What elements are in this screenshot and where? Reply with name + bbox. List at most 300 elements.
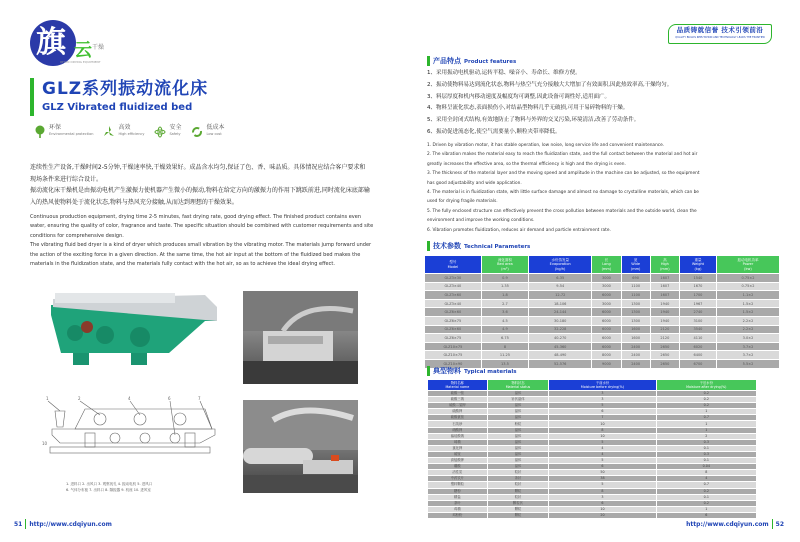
- diagram-caption: [66, 482, 186, 493]
- table-row: [428, 513, 756, 518]
- table-cell: 硫铵: [428, 452, 487, 457]
- table-cell: 3.7×2: [717, 343, 779, 351]
- table-cell: 2650: [651, 351, 679, 359]
- table-cell: 8: [549, 428, 655, 433]
- table-cell: 晶体: [488, 440, 549, 445]
- table-cell: 1607: [651, 274, 679, 282]
- table-cell: 3000: [592, 300, 620, 308]
- intro-paragraph: 振动流化床干燥机是由振动电机产生激振力使机器产生微小的振动,物料在给定方向的激振力的作用下跳跃前进,同时流化床底部输入的热风使物料处于流化状态,物料与热风充分接触,从而达到理想的干燥效果。: [30, 187, 370, 206]
- diagram-label: 4: [128, 396, 131, 401]
- feature-item: environment and improve the working conditions.: [427, 218, 535, 224]
- table-cell: 1.1×2: [717, 291, 779, 299]
- table-cell: 1607: [651, 283, 679, 291]
- table-row: [425, 308, 779, 316]
- table-cell: GLZ6×60: [425, 326, 481, 334]
- table-cell: 晶体: [488, 434, 549, 439]
- table-cell: 0.2: [657, 403, 756, 408]
- heading-cn: 技术参数: [433, 242, 461, 250]
- table-cell: GLZ3×30: [425, 274, 481, 282]
- table-cell: 1300: [622, 300, 650, 308]
- table-cell: 茶叶: [428, 501, 487, 506]
- table-row: [428, 397, 756, 402]
- table-cell: 8: [549, 489, 655, 494]
- table-cell: 12-72: [529, 291, 591, 299]
- column-header: 干后水份 Moisture after drying(%): [657, 380, 756, 390]
- table-cell: 0.2: [657, 489, 756, 494]
- table-cell: 塑料颗粒: [428, 482, 487, 487]
- table-cell: 4.5: [482, 317, 528, 325]
- table-cell: 硫酸一铵: [428, 391, 487, 396]
- table-cell: 1940: [651, 300, 679, 308]
- company-logo: [30, 20, 110, 66]
- page-number: 52: [775, 520, 784, 528]
- table-cell: 5.5×2: [717, 360, 779, 368]
- table-cell: 2400: [622, 343, 650, 351]
- column-header: 干前水份 Moisture before drying(%): [549, 380, 655, 390]
- title-chinese: GLZ系列振动流化床: [42, 79, 209, 99]
- table-cell: GLZ6×75: [425, 317, 481, 325]
- feature-item: 5. The fully enclosed structure can effectively prevent the cross pollution between materials and the outside world, clean the: [427, 208, 697, 214]
- table-cell: 10: [549, 421, 655, 426]
- feature-efficiency: [103, 124, 144, 138]
- table-cell: 糖粉: [428, 489, 487, 494]
- table-row: [425, 326, 779, 334]
- table-cell: 0.75×2: [717, 283, 779, 291]
- table-cell: 0.2: [657, 391, 756, 396]
- table-cell: 4: [657, 476, 756, 481]
- table-row: [428, 470, 756, 475]
- technical-parameters-table: [424, 255, 780, 369]
- table-cell: 11.25: [482, 351, 528, 359]
- table-cell: 高锰酸钾: [428, 458, 487, 463]
- table-row: [428, 489, 756, 494]
- table-cell: GLZ10×75: [425, 343, 481, 351]
- table-cell: 晶体: [488, 446, 549, 451]
- table-cell: 1100: [622, 291, 650, 299]
- heading-en: Technical Parameters: [464, 244, 531, 250]
- intro-chinese: [30, 162, 370, 208]
- table-cell: 2740: [680, 308, 716, 316]
- feature-label-en: Environmental protection: [49, 132, 94, 136]
- feature-low-cost: [191, 124, 224, 138]
- table-cell: 晶体: [488, 452, 549, 457]
- feature-item: 1. Driven by vibration motor, it has stable operation, low noise, long service life and convenient maintenance.: [427, 143, 665, 148]
- table-cell: 3: [549, 397, 655, 402]
- table-cell: 5: [549, 440, 655, 445]
- table-cell: 5: [549, 403, 655, 408]
- column-header: 物料名称 Material name: [428, 380, 487, 390]
- table-cell: 颗粒: [488, 489, 549, 494]
- tree-icon: [34, 124, 46, 138]
- table-cell: 晶体: [488, 458, 549, 463]
- feature-label: 环保: [49, 124, 62, 131]
- table-cell: 1540: [680, 274, 716, 282]
- table-cell: 4.9: [482, 326, 528, 334]
- table-row: [428, 409, 756, 414]
- table-header-row: [428, 380, 756, 390]
- table-cell: 0.75×2: [717, 274, 779, 282]
- table-cell: 粒状: [488, 482, 549, 487]
- table-row: [428, 446, 756, 451]
- table-cell: 硫酸三钠: [428, 397, 487, 402]
- footer-right: [686, 519, 784, 529]
- table-cell: 52-576: [529, 360, 591, 368]
- table-cell: GLZ6×75: [425, 334, 481, 342]
- table-cell: 粉粒: [488, 421, 549, 426]
- column-header: 振动电机功率 Power (kw): [717, 256, 779, 273]
- intro-english: [30, 213, 375, 269]
- table-cell: 6400: [680, 351, 716, 359]
- table-cell: 13.5: [482, 360, 528, 368]
- table-row: [425, 300, 779, 308]
- feature-label: 低成本: [206, 124, 225, 131]
- table-cell: GLZ10×75: [425, 351, 481, 359]
- feature-item: 3. The thickness of the material layer and the moving speed and amplitude in the machine can be adjusted, so the equipment: [427, 171, 700, 177]
- table-cell: 6-35: [529, 274, 591, 282]
- badge-text-en: QUALITY BUILDS REPUTATION AND TECHNOLOGY LEADS THE FRONTIER: [675, 36, 765, 39]
- table-row: [428, 434, 756, 439]
- heading-en: Typical materials: [464, 369, 517, 375]
- table-cell: 6: [549, 464, 655, 469]
- intro-paragraph: The vibrating fluid bed dryer is a kind of dryer which produces small vibration by the vibrating motor. The materials jump forward under the action of the exciting force in a given direction. At the same time, the hot air input at the bottom of the fluidized bed makes the materials in the fluidization state, and the materials fully contact with the hot air, so as to achieve the ideal drying effect.: [30, 242, 372, 268]
- table-cell: 石英砂: [428, 421, 487, 426]
- table-cell: 48-490: [529, 351, 591, 359]
- section-heading-features: [427, 56, 516, 66]
- table-cell: 2120: [651, 326, 679, 334]
- table-cell: 0.2: [657, 501, 756, 506]
- table-cell: 鸡粉粉: [428, 513, 487, 518]
- table-row: [425, 351, 779, 359]
- table-cell: 4: [549, 446, 655, 451]
- table-cell: 1940: [651, 308, 679, 316]
- table-cell: 硫酸钾: [428, 409, 487, 414]
- schematic-diagram: [40, 395, 225, 465]
- table-cell: 1: [657, 428, 756, 433]
- feature-label: 高效: [118, 124, 131, 131]
- table-cell: 2400: [622, 351, 650, 359]
- table-cell: 0.04: [657, 464, 756, 469]
- logo-char-2: 云: [74, 40, 92, 61]
- table-cell: 4110: [680, 334, 716, 342]
- typical-materials-table: [427, 379, 757, 519]
- column-header: 流化面积 Bed area (m²): [482, 256, 528, 273]
- features-list-cn: [427, 68, 777, 139]
- table-cell: 0.9: [482, 274, 528, 282]
- table-cell: 6000: [592, 291, 620, 299]
- table-cell: 2650: [651, 360, 679, 368]
- column-header: 型号 Model: [425, 256, 481, 273]
- table-cell: 50: [549, 470, 655, 475]
- table-cell: 1.5×2: [717, 308, 779, 316]
- machine-photo-green: [45, 285, 223, 373]
- recycle-icon: [191, 124, 203, 138]
- table-cell: 鸡精: [428, 507, 487, 512]
- table-row: [425, 334, 779, 342]
- table-cell: 32-228: [529, 326, 591, 334]
- diagram-label: 2: [78, 396, 81, 401]
- table-cell: 晶体: [488, 415, 549, 420]
- table-cell: 粒状: [488, 495, 549, 500]
- table-cell: 硫酸二氢钾: [428, 403, 487, 408]
- intro-paragraph: 连续性生产设备,干燥时间2-5分钟,干燥速率快,干燥效果好。成品含水均匀,保证了色、香、味品质。具体情况应结合客户要求和现场条件来进行综合设计。: [30, 164, 366, 183]
- feature-item: used for drying fragile materials.: [427, 199, 498, 205]
- feature-environmental: [34, 124, 93, 138]
- table-row: [425, 291, 779, 299]
- table-cell: 40-270: [529, 334, 591, 342]
- table-cell: 2650: [651, 343, 679, 351]
- table-cell: 1: [657, 421, 756, 426]
- table-row: [428, 476, 756, 481]
- table-cell: 6: [657, 513, 756, 518]
- table-cell: 0.2: [657, 397, 756, 402]
- table-cell: 活性炭: [428, 470, 487, 475]
- table-row: [425, 343, 779, 351]
- table-cell: 38: [549, 476, 655, 481]
- table-cell: 6000: [592, 343, 620, 351]
- table-cell: 5: [549, 458, 655, 463]
- table-cell: 9000: [592, 360, 620, 368]
- footer-divider: [25, 519, 26, 529]
- table-cell: 690: [622, 274, 650, 282]
- table-cell: 1967: [680, 300, 716, 308]
- feature-item: has good adjustability and wide application.: [427, 180, 522, 186]
- table-cell: 20: [549, 513, 655, 518]
- column-header: 水份蒸发量 Evaporation (kg/h): [529, 256, 591, 273]
- table-row: [428, 415, 756, 420]
- table-cell: 晶体: [488, 403, 549, 408]
- table-cell: 1.35: [482, 283, 528, 291]
- caption-line: 6. 气体分布板 7. 出料口 8. 隔振器 9. 机座 10. 进风室: [66, 487, 151, 492]
- factory-photo-2: [243, 400, 358, 493]
- table-cell: 晶体: [488, 428, 549, 433]
- table-cell: 0.1: [657, 446, 756, 451]
- table-cell: 晶体: [488, 391, 549, 396]
- feature-item: 4、物料呈流化状态,表面损伤小,对结晶型物料几乎无破损,可用于易碎物料的干燥。: [427, 105, 629, 112]
- logo-subtitle: 干燥: [92, 44, 105, 51]
- table-cell: 8: [657, 470, 756, 475]
- table-cell: 1600: [622, 326, 650, 334]
- slogan-badge: [668, 24, 772, 44]
- diagram-label: 6: [168, 396, 171, 401]
- feature-item: 6、振动促进流态化,使空气需要量小,颗粒夹带率降低。: [427, 128, 561, 135]
- table-cell: 24-144: [529, 308, 591, 316]
- feature-icons-row: [34, 124, 224, 138]
- table-cell: 1607: [651, 291, 679, 299]
- table-cell: 粒状: [488, 470, 549, 475]
- footer-left: [14, 519, 112, 529]
- table-row: [428, 501, 756, 506]
- features-list-en: [427, 141, 777, 235]
- feature-label-en: Safety: [169, 132, 181, 136]
- table-cell: 6: [549, 409, 655, 414]
- table-cell: 3: [549, 495, 655, 500]
- heading-cn: 典型物料: [433, 367, 461, 375]
- title-english: GLZ Vibrated fluidized bed: [42, 102, 193, 113]
- table-row: [428, 507, 756, 512]
- table-cell: 10: [549, 434, 655, 439]
- table-cell: 6.75: [482, 334, 528, 342]
- table-cell: 1300: [622, 308, 650, 316]
- column-header: 物料状态 Material status: [488, 380, 549, 390]
- table-cell: 10: [549, 507, 655, 512]
- section-heading-params: [427, 241, 530, 251]
- feature-item: 1、采用振动电机驱动,运转平稳、噪音小、寿命长、维修方便。: [427, 70, 581, 76]
- table-cell: 7: [549, 415, 655, 420]
- table-cell: 6000: [592, 317, 620, 325]
- table-cell: GLZ3×60: [425, 291, 481, 299]
- section-heading-materials: [427, 366, 517, 376]
- table-cell: 3000: [592, 283, 620, 291]
- page-number: 51: [14, 520, 23, 528]
- table-row: [428, 440, 756, 445]
- table-cell: 晶体: [488, 464, 549, 469]
- table-row: [428, 421, 756, 426]
- table-cell: 1: [657, 409, 756, 414]
- footer-divider: [772, 519, 773, 529]
- table-row: [428, 428, 756, 433]
- table-cell: 1.5×2: [717, 300, 779, 308]
- table-cell: 6020: [680, 343, 716, 351]
- table-cell: 3100: [680, 317, 716, 325]
- feature-label-en: Low cost: [206, 132, 222, 136]
- fan-icon: [103, 124, 115, 138]
- right-page: [400, 0, 800, 542]
- table-cell: 1670: [680, 283, 716, 291]
- feature-item: 2. The vibration makes the material easy to reach the fluidization state, and the full contact between the material and hot air: [427, 152, 698, 158]
- factory-photo-1: [243, 291, 358, 384]
- intro-paragraph: Continuous production equipment, drying time 2-5 minutes, fast drying rate, good drying effect. The finished product contains even water, ensuring the quality of color, fragrance and taste. The specific situation should be combined with customer requirements and site conditions for comprehensive design.: [30, 214, 374, 239]
- feature-label-en: High efficiency: [118, 132, 145, 136]
- table-cell: 2: [657, 434, 756, 439]
- table-row: [428, 464, 756, 469]
- table-cell: 5: [549, 482, 655, 487]
- column-header: 高 High (mm): [651, 256, 679, 273]
- table-cell: 颗粒状: [488, 501, 549, 506]
- table-cell: 偏硅酸钠: [428, 434, 487, 439]
- table-cell: 0.1: [657, 495, 756, 500]
- table-cell: GLZ3×40: [425, 300, 481, 308]
- table-cell: 2.2×2: [717, 317, 779, 325]
- heading-cn: 产品特点: [433, 57, 461, 65]
- table-cell: 6000: [592, 334, 620, 342]
- table-cell: 精盐: [428, 495, 487, 500]
- table-cell: 硝酸钾: [428, 428, 487, 433]
- table-cell: GLZ3×40: [425, 283, 481, 291]
- table-row: [425, 283, 779, 291]
- logo-char: 旗: [36, 25, 66, 60]
- table-cell: 3.7×2: [717, 351, 779, 359]
- table-cell: 中药饮片: [428, 476, 487, 481]
- table-cell: 硫酸氨铵: [428, 415, 487, 420]
- feature-item: 2、振动使物料易达到流化状态,物料与热空气充分接触大大增加了有效面积,因此热效率高,干燥均匀。: [427, 81, 673, 88]
- table-cell: 9-54: [529, 283, 591, 291]
- table-cell: 0.7: [657, 482, 756, 487]
- table-cell: 6700: [680, 360, 716, 368]
- table-cell: 3.6: [482, 308, 528, 316]
- table-cell: 3540: [680, 326, 716, 334]
- table-cell: 6000: [592, 326, 620, 334]
- table-cell: 1100: [622, 283, 650, 291]
- table-cell: 2120: [651, 334, 679, 342]
- table-header-row: [425, 256, 779, 273]
- table-cell: 颗粒: [488, 513, 549, 518]
- table-row: [425, 274, 779, 282]
- table-cell: 4: [549, 452, 655, 457]
- diagram-label: 1: [46, 396, 49, 401]
- table-row: [428, 391, 756, 396]
- table-cell: 2.7: [482, 300, 528, 308]
- table-cell: 3.0×2: [717, 334, 779, 342]
- table-cell: GLZ6×60: [425, 308, 481, 316]
- diagram-label: 7: [198, 396, 201, 401]
- table-cell: 3000: [592, 274, 620, 282]
- table-cell: 6000: [592, 308, 620, 316]
- table-cell: 0.7: [657, 415, 756, 420]
- table-cell: 45-360: [529, 343, 591, 351]
- table-row: [428, 482, 756, 487]
- table-cell: 条状: [488, 476, 549, 481]
- table-cell: 1700: [680, 291, 716, 299]
- badge-text: 品质铸就信誉 技术引领前沿: [676, 26, 764, 34]
- table-cell: GLZ10×90: [425, 360, 481, 368]
- table-cell: 晶体: [488, 409, 549, 414]
- heading-en: Product features: [464, 59, 517, 65]
- table-cell: 1300: [622, 317, 650, 325]
- table-cell: 0.1: [657, 458, 756, 463]
- table-cell: 8000: [592, 351, 620, 359]
- feature-item: 4. The material is in fluidization state, with little surface damage and almost no damage to crystalline materials, which can be: [427, 190, 699, 196]
- feature-item: greatly increases the effective area, so the thermal efficiency is high and the drying is even.: [427, 161, 626, 167]
- table-cell: 颗粒: [488, 507, 549, 512]
- atom-icon: [154, 124, 166, 138]
- table-cell: 1: [657, 507, 756, 512]
- feature-item: 6. Vibration promotes fluidization, reduces air demand and particle entrainment rate.: [427, 227, 611, 233]
- table-row: [425, 317, 779, 325]
- logo-english: QIYUN DRYING EQUIPMENT: [60, 60, 101, 64]
- table-cell: 3: [549, 391, 655, 396]
- feature-safety: [154, 124, 181, 138]
- website-link[interactable]: http://www.cdqiyun.com: [686, 520, 769, 528]
- table-cell: 味精: [428, 440, 487, 445]
- column-header: 宽 Wide (mm): [622, 256, 650, 273]
- table-cell: 1600: [622, 334, 650, 342]
- table-cell: 8: [482, 343, 528, 351]
- table-cell: 1940: [651, 317, 679, 325]
- table-row: [428, 495, 756, 500]
- caption-line: 1. 进料口 2. 出风口 3. 观察视孔 4. 振动电机 5. 进风口: [66, 482, 153, 486]
- table-row: [428, 458, 756, 463]
- table-cell: 0.3: [657, 440, 756, 445]
- table-cell: 硼酸: [428, 464, 487, 469]
- table-cell: 6: [549, 501, 655, 506]
- table-cell: 18-106: [529, 300, 591, 308]
- column-header: 长 Long (mm): [592, 256, 620, 273]
- table-cell: 2400: [622, 360, 650, 368]
- table-cell: 针状晶体: [488, 397, 549, 402]
- table-cell: 2.2×2: [717, 326, 779, 334]
- feature-label: 安全: [169, 124, 182, 131]
- table-cell: 氯化钾: [428, 446, 487, 451]
- column-header: 重量 Weight (kg): [680, 256, 716, 273]
- website-link[interactable]: http://www.cdqiyun.com: [29, 520, 112, 528]
- diagram-label: 10: [42, 441, 48, 446]
- table-cell: 30-180: [529, 317, 591, 325]
- table-row: [428, 452, 756, 457]
- feature-item: 5、采用全封闭式结构,有效地防止了物料与外界的交叉污染,环境清洁,改善了劳动条件。: [427, 117, 640, 124]
- table-cell: 0.3: [657, 452, 756, 457]
- product-title: [30, 78, 208, 116]
- feature-item: 3、料层厚度和机内移动速度及幅度均可调整,因此设备可调性好,适用面广。: [427, 93, 610, 100]
